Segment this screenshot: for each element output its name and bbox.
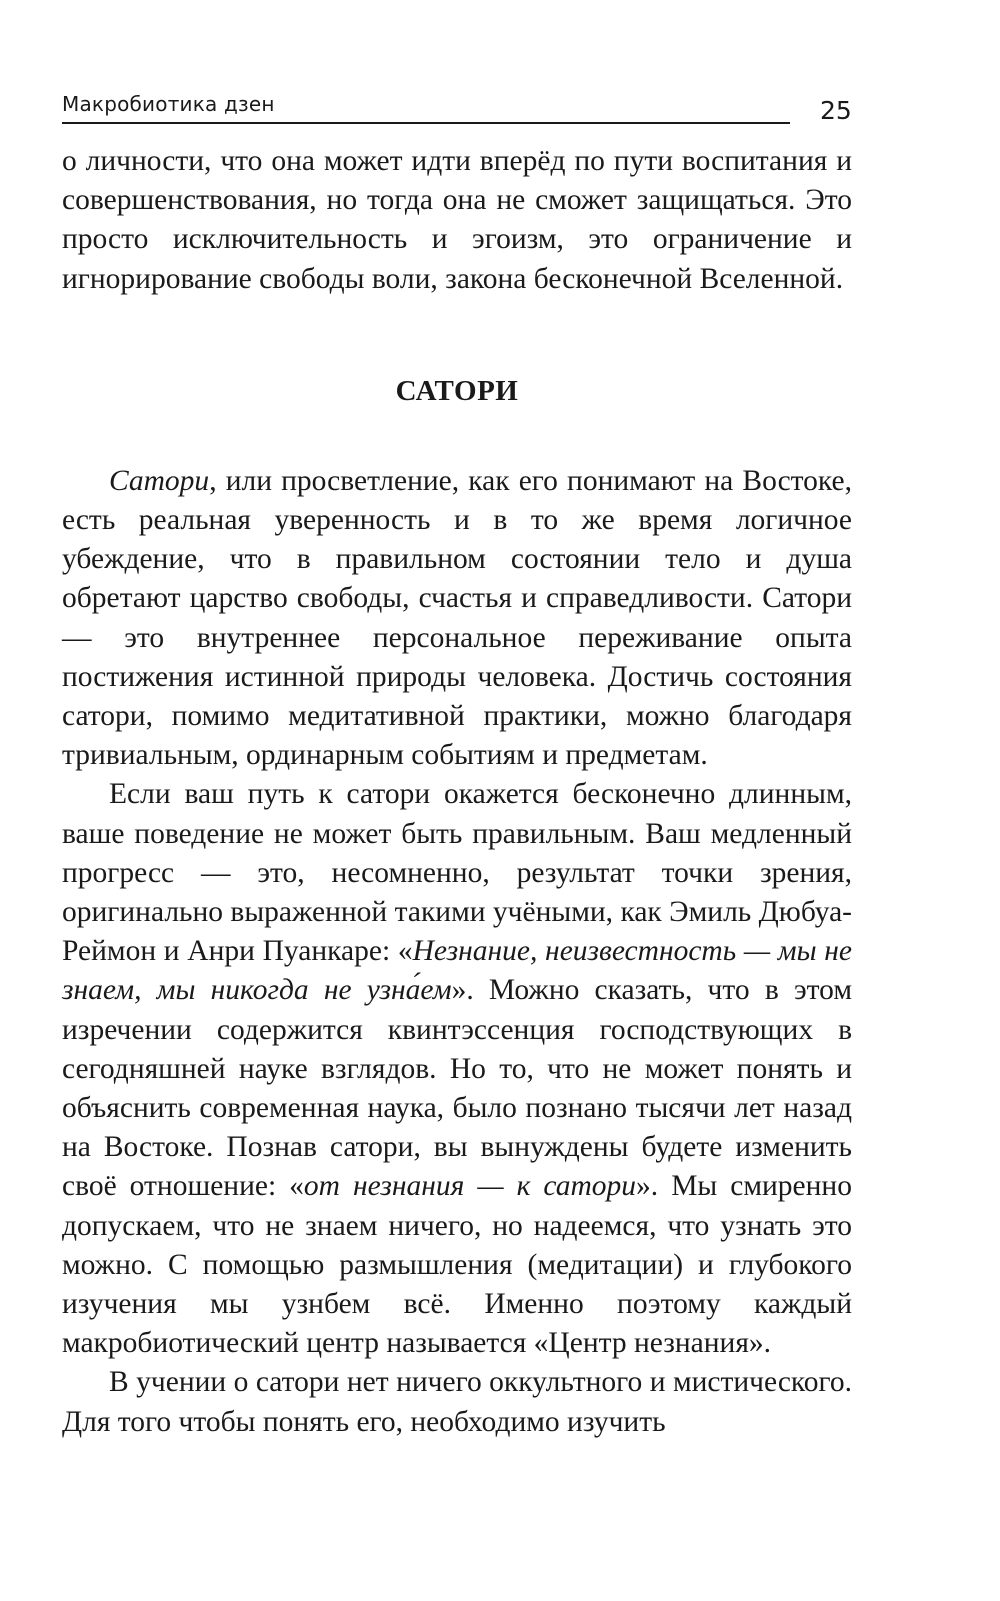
running-header (62, 88, 790, 124)
page-body (62, 142, 852, 1442)
paragraph-text: , или просветление, как его понимают на Востоке, есть реальная уверенность и в то же время логичное убеждение, что в правильном состоянии тело и душа обретают царство свободы, счастья и справедливости. Сатори — это внутреннее персональное переживание опыта постижения истинной природы человека. Достичь состояния сатори, помимо медитативной практики, можно благодаря тривиальным, ординарным событиям и предметам. (62, 464, 852, 772)
paragraph-text: ». Можно сказать, что в этом изречении содержится квинтэссенция господствующих в сегодняшней науке взглядов. Но то, что не может понять и объяснить современная наука, было познано тысячи лет назад на Востоке. Познав сатори, вы вынуждены будете изменить своё отношение: « (62, 974, 852, 1203)
paragraph-path-to-satori (62, 775, 852, 1363)
term-satori: Сатори (109, 464, 210, 497)
quote-to-satori: от незнания — к сатори (303, 1170, 637, 1203)
quote-unknowing: Незнание, неизвестность — мы не знаем, мы никогда не узна́ем (62, 935, 852, 1007)
paragraph-text: ». Мы смиренно допускаем, что не знаем ничего, но надеемся, что узнать это можно. С помощью размышления (медитации) и глубокого изучения мы узнбем всё. Именно поэтому каждый макробиотический центр называется «Центр незнания». (62, 1170, 852, 1360)
section-heading: САТОРИ (395, 374, 519, 407)
intro-paragraph: о личности, что она может идти вперёд по пути воспитания и совершенствования, но тогда она не сможет защищаться. Это просто исключительность и эгоизм, это ограничение и игнорирование свободы воли, закона бесконечной Вселенной. (62, 145, 852, 295)
paragraph-not-occult: В учении о сатори нет ничего оккультного и мистического. Для того чтобы понять его, необходимо изучить (62, 1366, 852, 1438)
running-title: Макробиотика дзен (62, 92, 275, 116)
page-number: 25 (820, 96, 852, 125)
paragraph-satori-definition (62, 462, 852, 776)
paragraph-text: Если ваш путь к сатори окажется бесконечно длинным, ваше поведение не может быть правильным. Ваш медленный прогресс — это, несомненно, результат точки зрения, оригинально выраженной такими учёными, как Эмиль Дюбуа-Реймон и Анри Пуанкаре: « (62, 778, 852, 968)
